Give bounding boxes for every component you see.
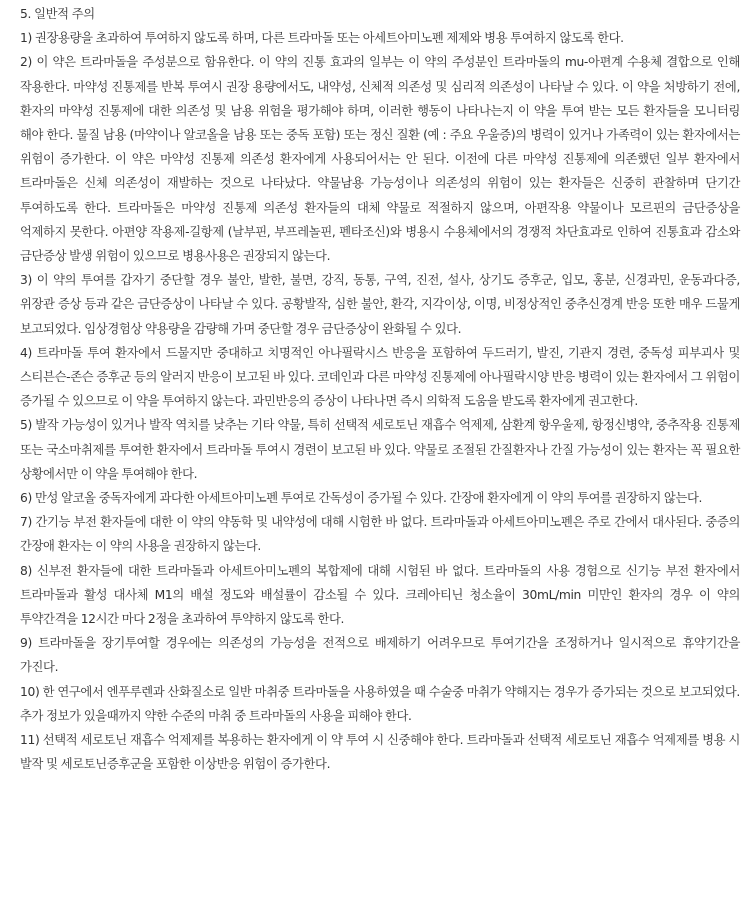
precaution-item-9: 9) 트라마돌을 장기투여할 경우에는 의존성의 가능성을 전적으로 배제하기 어려우므로 투여기간을 조정하거나 일시적으로 휴약기간을 가진다.: [20, 636, 740, 675]
precaution-item-6: 6) 만성 알코올 중독자에게 과다한 아세트아미노펜 투여로 간독성이 증가될 수 있다. 간장애 환자에게 이 약의 투여를 권장하지 않는다.: [20, 491, 703, 506]
precaution-item-1: 1) 권장용량을 초과하여 투여하지 않도록 하며, 다른 트라마돌 또는 아세트아미노펜 제제와 병용 투여하지 않도록 한다.: [20, 31, 624, 46]
precaution-item-7: 7) 간기능 부전 환자들에 대한 이 약의 약동학 및 내약성에 대해 시험한 바 없다. 트라마돌과 아세트아미노펜은 주로 간에서 대사된다. 중증의 간장애 환자는 이 약의 사용을 권장하지 않는다.: [20, 515, 740, 554]
precaution-item-2: 2) 이 약은 트라마돌을 주성분으로 함유한다. 이 약의 진통 효과의 일부는 이 약의 주성분인 트라마돌의 mu-아편계 수용체 결합으로 인해 작용한다. 마약성 진통제를 반복 투여시 권장 용량에서도, 내약성, 신체적 의존성 및 심리적 의존성이 나타날 수 있다. 이 약을 처방하기 전에, 환자의 마약성 진통제에 대한 의존성 및 남용 위험을 평가해야 하며, 이러한 행동이 나타나는지 이 약을 투여 받는 모든 환자들을 모니터링 해야 한다. 물질 남용 (마약이나 알코올을 남용 또는 중독 포함) 또는 정신 질환 (예 : 주요 우울증)의 병력이 있거나 가족력이 있는 환자에서는 위험이 증가한다. 이 약은 마약성 진통제 의존성 환자에게 사용되어서는 안 된다. 이전에 다른 마약성 진통제에 의존했던 일부 환자에서 트라마돌은 신체 의존성이 재발하는 것으로 나타났다. 약물남용 가능성이나 의존성의 위험이 있는 환자들은 신중히 관찰하며 단기간 투여하도록 한다. 트라마돌은 마약성 진통제 의존성 환자들의 대체 약물로 적절하지 않으며, 아편작용 약물이나 모르핀의 금단증상을 억제하지 못한다. 아편양 작용제-길항제 (날부핀, 부프레놀핀, 펜타조신)와 병용시 수용체에서의 경쟁적 차단효과로 인하여 진통효과 감소와 금단증상 발생 위험이 있으므로 병용사용은 권장되지 않는다.: [20, 55, 740, 264]
section-title: 5. 일반적 주의: [20, 7, 95, 21]
precaution-item-4: 4) 트라마돌 투여 환자에서 드물지만 중대하고 치명적인 아나필락시스 반응을 포함하여 두드러기, 발진, 기관지 경련, 중독성 피부괴사 및 스티븐슨-존슨 증후군 등의 알러지 반응이 보고된 바 있다. 코데인과 다른 마약성 진통제에 아나필락시양 반응 병력이 있는 환자에서 그 위험이 증가될 수 있으므로 이 약을 투여하지 않는다. 과민반응의 증상이 나타나면 즉시 의학적 도움을 받도록 환자에게 권고한다.: [20, 345, 740, 409]
precaution-item-11: 11) 선택적 세로토닌 재흡수 억제제를 복용하는 환자에게 이 약 투여 시 신중해야 한다. 트라마돌과 선택적 세로토닌 재흡수 억제제를 병용 시 발작 및 세로토닌증후군을 포함한 이상반응 위험이 증가한다.: [20, 733, 740, 772]
precaution-item-3: 3) 이 약의 투여를 갑자기 중단할 경우 불안, 발한, 불면, 강직, 동통, 구역, 진전, 설사, 상기도 증후군, 입모, 홍분, 신경과민, 운동과다증, 위장관 증상 등과 같은 금단증상이 나타날 수 있다. 공황발작, 심한 불안, 환각, 지각이상, 이명, 비정상적인 중추신경계 반응 또한 매우 드물게 보고되었다. 임상경험상 약용량을 감량해 가며 중단할 경우 금단증상이 완화될 수 있다.: [20, 273, 740, 336]
precaution-item-10: 10) 한 연구에서 엔푸루렌과 산화질소로 일반 마취중 트라마돌을 사용하였을 때 수술중 마취가 약해지는 경우가 증가되는 것으로 보고되었다. 추가 정보가 있을때까지 약한 수준의 마취 중 트라마돌의 사용을 피해야 한다.: [20, 684, 740, 723]
precaution-item-5: 5) 발작 가능성이 있거나 발작 역치를 낮추는 기타 약물, 특히 선택적 세로토닌 재흡수 억제제, 삼환계 항우울제, 항정신병약, 중추작용 진통제 또는 국소마취제를 투여한 환자에서 트라마돌 투여시 경련이 보고된 바 있다. 약물로 조절된 간질환자나 간질 가능성이 있는 환자는 꼭 필요한 상황에서만 이 약을 투여해야 한다.: [20, 418, 740, 481]
precaution-item-8: 8) 신부전 환자들에 대한 트라마돌과 아세트아미노펜의 복합제에 대해 시험된 바 없다. 트라마돌의 사용 경험으로 신기능 부전 환자에서 트라마돌과 활성 대사체 M1의 배설 정도와 배설률이 감소될 수 있다. 크레아티닌 청소율이 30mL/min 미만인 환자의 경우 이 약의 투약간격을 12시간 마다 2정을 초과하여 투약하지 않도록 한다.: [20, 563, 740, 627]
